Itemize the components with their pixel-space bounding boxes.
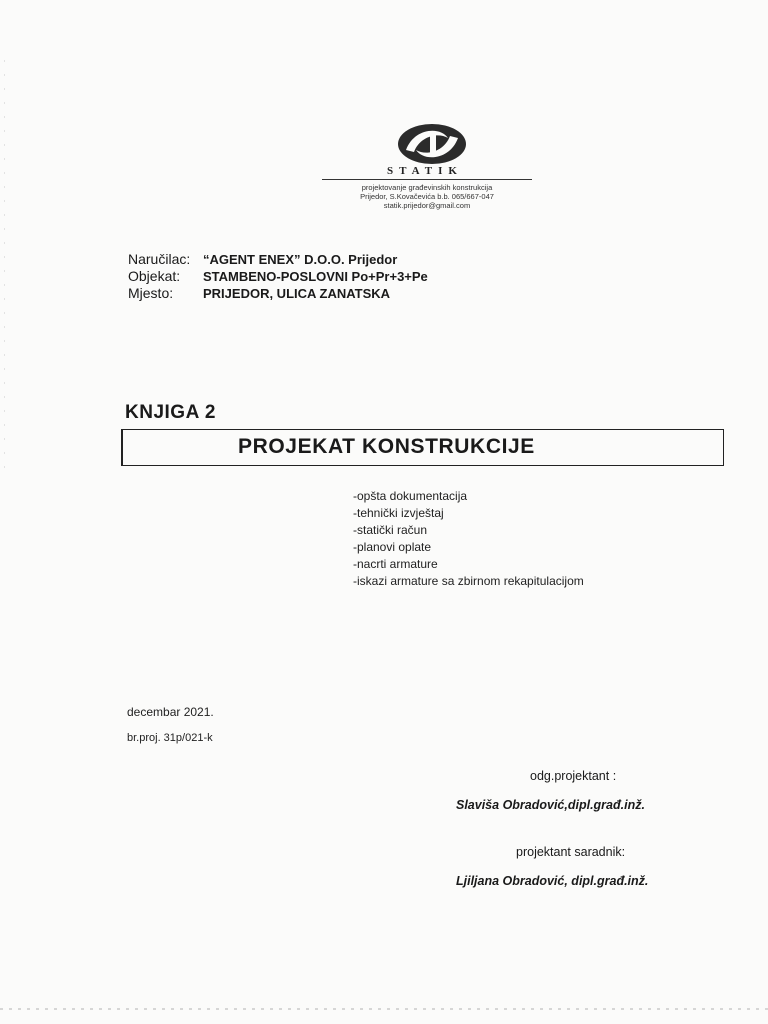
client-value: “AGENT ENEX” D.O.O. Prijedor (203, 252, 398, 267)
scan-edge-bottom (0, 1008, 768, 1010)
contents-item: -nacrti armature (353, 557, 438, 571)
contents-list (353, 488, 584, 590)
scan-edge-left (4, 60, 5, 480)
info-row-client (128, 251, 428, 268)
associate-designer-label: projektant saradnik: (516, 845, 626, 859)
contents-item: -tehnički izvještaj (353, 506, 444, 520)
object-value: STAMBENO-POSLOVNI Po+Pr+3+Pe (203, 269, 428, 284)
project-info (128, 251, 428, 302)
company-details (322, 183, 532, 210)
location-label: Mjesto: (128, 285, 174, 301)
project-number: br.proj. 31p/021-k (127, 732, 213, 744)
company-address: Prijedor, S.Kovačevića b.b. 065/667-047 (360, 192, 494, 201)
company-name: STATIK (387, 165, 463, 177)
contents-item: -statički račun (353, 523, 428, 537)
company-email: statik.prijedor@gmail.com (383, 201, 471, 210)
title-box (121, 429, 724, 466)
contents-item: -planovi oplate (353, 540, 432, 554)
book-label: KNJIGA 2 (125, 402, 216, 423)
associate-designer-name: Ljiljana Obradović, dipl.građ.inž. (456, 874, 649, 888)
client-label: Naručilac: (128, 251, 191, 267)
object-label: Objekat: (128, 268, 181, 284)
lead-designer-label: odg.projektant : (530, 769, 617, 783)
logo-divider (322, 179, 532, 180)
info-row-location (128, 285, 428, 302)
contents-item: -opšta dokumentacija (353, 489, 468, 503)
info-row-object (128, 268, 428, 285)
statik-logo-icon (396, 120, 468, 168)
lead-designer-name: Slaviša Obradović,dipl.građ.inž. (456, 798, 645, 812)
document-date: decembar 2021. (127, 705, 214, 719)
contents-item: -iskazi armature sa zbirnom rekapitulacijom (353, 574, 584, 588)
company-activity: projektovanje građevinskih konstrukcija (361, 183, 493, 192)
document-title: PROJEKAT KONSTRUKCIJE (238, 435, 535, 458)
location-value: PRIJEDOR, ULICA ZANATSKA (203, 286, 391, 301)
